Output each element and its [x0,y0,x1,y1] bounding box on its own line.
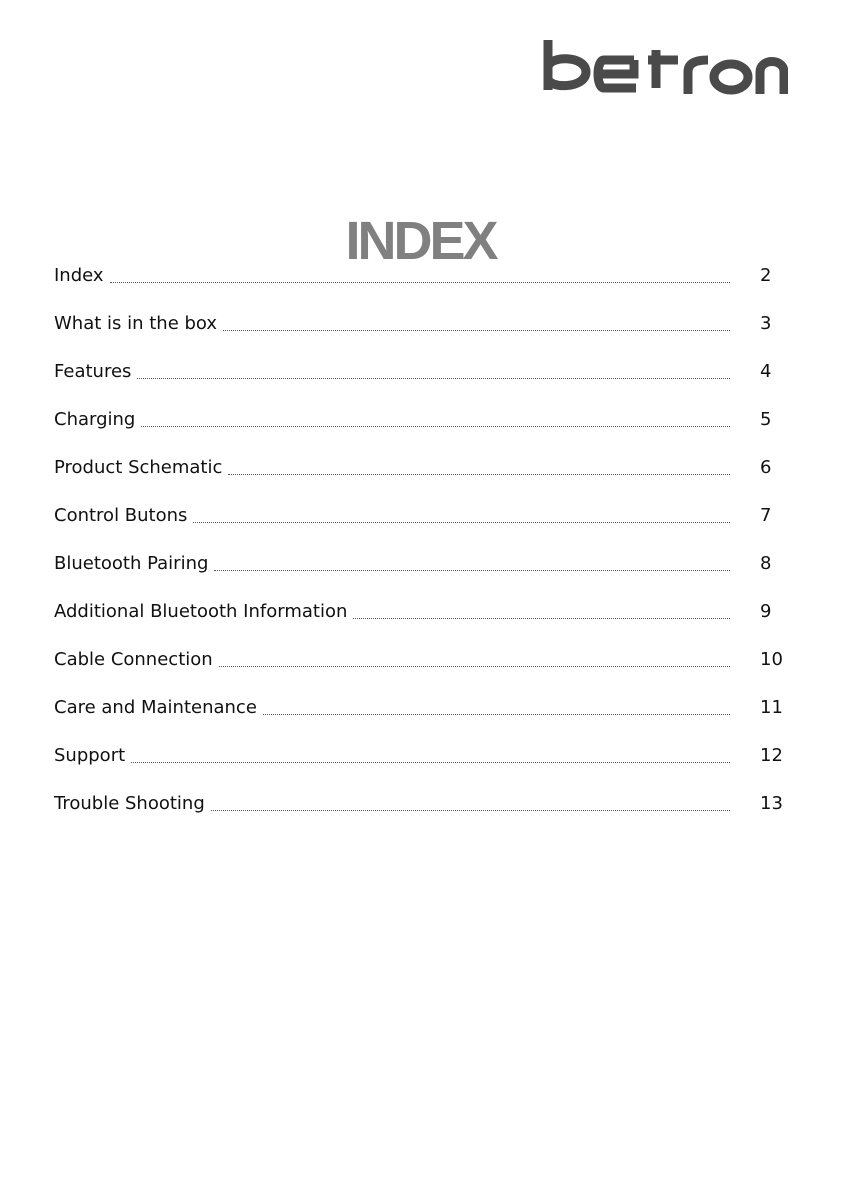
toc-entry[interactable] [54,550,790,598]
toc-entry-page: 13 [760,793,783,814]
toc-entry-page: 8 [760,553,772,574]
page-title: INDEX [345,211,496,272]
toc-entry-label: Index [54,265,104,286]
dot-leader [263,694,730,715]
toc-entry[interactable] [54,742,790,790]
table-of-contents [54,262,790,838]
toc-entry-label: What is in the box [54,313,218,334]
toc-entry-label: Product Schematic [54,457,223,478]
toc-entry[interactable] [54,454,790,502]
toc-entry-label: Trouble Shooting [54,793,205,814]
toc-entry-page: 6 [760,457,772,478]
toc-entry-label: Support [54,745,126,766]
toc-entry[interactable] [54,262,790,310]
toc-entry[interactable] [54,694,790,742]
toc-entry-label: Care and Maintenance [54,697,257,718]
dot-leader [141,406,730,427]
toc-entry-page: 11 [760,697,783,718]
dot-leader [131,742,730,763]
dot-leader [214,550,730,571]
toc-entry-label: Additional Bluetooth Information [54,601,348,622]
toc-entry-page: 2 [760,265,772,286]
toc-entry-label: Control Butons [54,505,188,526]
toc-entry[interactable] [54,406,790,454]
dot-leader [223,310,730,331]
toc-entry[interactable] [54,598,790,646]
dot-leader [110,262,730,283]
toc-entry-label: Features [54,361,132,382]
toc-entry-label: Bluetooth Pairing [54,553,209,574]
toc-entry-label: Cable Connection [54,649,213,670]
toc-entry[interactable] [54,502,790,550]
toc-entry-page: 4 [760,361,772,382]
dot-leader [228,454,730,475]
dot-leader [353,598,730,619]
toc-entry-page: 10 [760,649,783,670]
toc-entry-page: 12 [760,745,783,766]
toc-entry[interactable] [54,310,790,358]
dot-leader [211,790,730,811]
toc-entry-page: 3 [760,313,772,334]
dot-leader [193,502,730,523]
betron-logo [542,38,788,100]
toc-entry-page: 9 [760,601,772,622]
toc-entry-page: 7 [760,505,772,526]
dot-leader [219,646,730,667]
toc-entry[interactable] [54,790,790,838]
toc-entry-page: 5 [760,409,772,430]
toc-entry[interactable] [54,358,790,406]
toc-entry[interactable] [54,646,790,694]
dot-leader [137,358,730,379]
toc-entry-label: Charging [54,409,136,430]
